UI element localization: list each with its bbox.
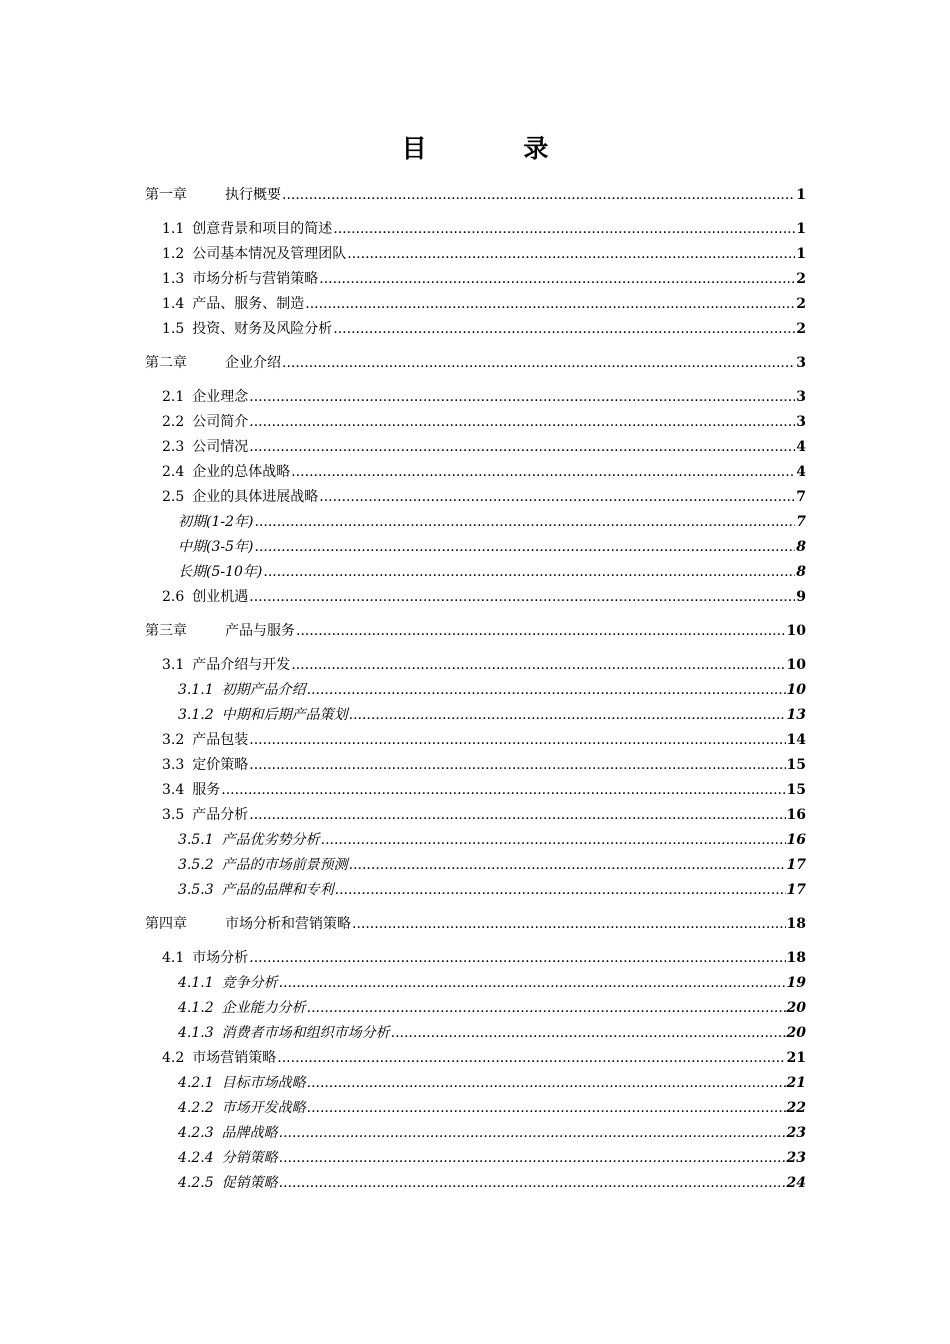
toc-entry-title: 服务 [192,782,221,798]
toc-entry-page: 7 [796,489,806,505]
toc-entry-title: 公司简介 [192,414,249,430]
toc-entry-number: 3.5.1 [178,832,214,848]
dot-leader [263,560,795,585]
toc-entry-number: 3.1.2 [178,707,214,723]
page-title: 目 录 [401,134,593,163]
toc-entry-page: 17 [786,857,806,873]
toc-entry-page: 18 [786,916,806,932]
toc-entry[interactable] [145,996,806,1021]
toc-entry-number: 2.5 [162,489,185,505]
toc-entry-title: 产品优劣势分析 [221,832,320,848]
toc-entry[interactable] [145,828,806,853]
toc-entry-page: 4 [796,464,806,480]
toc-entry[interactable] [145,385,806,410]
toc-entry-page: 18 [786,950,806,966]
toc-entry[interactable] [145,1171,806,1196]
toc-entry-number: 第二章 [145,355,187,371]
toc-entry[interactable] [145,535,806,560]
toc-entry-page: 2 [796,271,806,287]
toc-entry-number: 1.4 [162,296,185,312]
toc-entry-title: 创业机遇 [192,589,249,605]
toc-entry-title: 公司基本情况及管理团队 [192,246,347,262]
toc-entry-page: 19 [786,975,806,991]
toc-entry-page: 13 [786,707,806,723]
toc-entry-title: 产品介绍与开发 [192,657,291,673]
dot-leader [249,753,785,778]
toc-entry-page: 3 [796,355,806,371]
toc-entry-page: 10 [786,682,806,698]
toc-entry-title: 企业介绍 [225,355,281,371]
toc-entry-title: 市场营销策略 [192,1050,277,1066]
toc-entry-page: 22 [786,1100,806,1116]
dot-leader [249,946,785,971]
toc-entry[interactable] [145,971,806,996]
dot-leader [279,1146,786,1171]
toc-entry[interactable] [145,217,806,242]
toc-entry-page: 24 [786,1175,806,1191]
toc-entry-title: 初期(1-2年) [178,514,254,530]
toc-entry-page: 15 [786,782,806,798]
dot-leader [254,510,795,535]
toc-entry-title: 企业理念 [192,389,249,405]
toc-entry[interactable] [145,510,806,535]
toc-entry-number: 4.1.2 [178,1000,214,1016]
toc-entry-title: 中期(3-5年) [178,539,254,555]
toc-entry-page: 10 [786,657,806,673]
dot-leader [321,828,786,853]
toc-entry-page: 4 [796,439,806,455]
toc-entry[interactable] [145,460,806,485]
toc-entry-number: 1.1 [162,221,185,237]
toc-entry-title: 执行概要 [225,187,281,203]
toc-entry-page: 16 [786,832,806,848]
toc-entry-number: 2.3 [162,439,185,455]
toc-entry-page: 23 [786,1125,806,1141]
toc-entry-title: 企业能力分析 [221,1000,306,1016]
toc-entry-title: 公司情况 [192,439,249,455]
toc-entry-title: 产品的品牌和专利 [221,882,334,898]
dot-leader [319,267,795,292]
toc-entry-number: 2.1 [162,389,185,405]
toc-entry-page: 8 [796,564,806,580]
toc-entry-title: 创意背景和项目的简述 [192,221,333,237]
dot-leader [279,1171,786,1196]
dot-leader [307,996,786,1021]
toc-entry-number: 第三章 [145,623,187,639]
dot-leader [305,292,795,317]
dot-leader [249,435,795,460]
toc-entry-number: 4.2.5 [178,1175,214,1191]
toc-entry[interactable] [145,317,806,342]
toc-entry-page: 20 [786,1025,806,1041]
dot-leader [277,1046,785,1071]
toc-entry-number: 3.5.2 [178,857,214,873]
toc-entry-title: 竞争分析 [221,975,278,991]
dot-leader [282,351,795,376]
toc-entry-number: 4.2.3 [178,1125,214,1141]
toc-entry[interactable] [145,1021,806,1046]
toc-entry-title: 投资、财务及风险分析 [192,321,333,337]
dot-leader [347,242,795,267]
dot-leader [349,853,786,878]
toc-entry-title: 品牌战略 [221,1125,278,1141]
toc-entry[interactable] [145,703,806,728]
toc-entry-page: 1 [796,246,806,262]
dot-leader [391,1021,786,1046]
toc-entry-title: 市场分析 [192,950,249,966]
toc-entry[interactable] [145,351,806,376]
toc-entry-title: 分销策略 [221,1150,278,1166]
dot-leader [307,678,786,703]
toc-entry-title: 产品的市场前景预测 [221,857,348,873]
toc-entry-page: 8 [796,539,806,555]
toc-entry-page: 17 [786,882,806,898]
toc-entry-page: 2 [796,321,806,337]
toc-entry[interactable] [145,183,806,208]
toc-entry-number: 3.4 [162,782,185,798]
toc-entry-title: 初期产品介绍 [221,682,306,698]
dot-leader [333,217,795,242]
toc-entry-number: 4.1 [162,950,185,966]
toc-entry-title: 产品与服务 [225,623,295,639]
toc-entry[interactable] [145,878,806,903]
toc-entry-title: 中期和后期产品策划 [221,707,348,723]
dot-leader [249,728,785,753]
toc-entry-title: 产品包装 [192,732,249,748]
toc-entry-page: 9 [796,589,806,605]
toc-entry-number: 4.2.1 [178,1075,214,1091]
dot-leader [254,535,795,560]
toc-entry-title: 定价策略 [192,757,249,773]
dot-leader [282,183,795,208]
dot-leader [221,778,785,803]
toc-entry[interactable] [145,946,806,971]
dot-leader [279,971,786,996]
toc-entry[interactable] [145,728,806,753]
dot-leader [349,703,786,728]
toc-entry-page: 15 [786,757,806,773]
toc-entry-page: 10 [786,623,806,639]
toc-entry[interactable] [145,485,806,510]
dot-leader [307,1071,786,1096]
toc-entry[interactable] [145,1096,806,1121]
toc-entry[interactable] [145,803,806,828]
toc-entry-page: 14 [786,732,806,748]
toc-entry-page: 3 [796,389,806,405]
toc-entry-page: 1 [796,187,806,203]
toc-entry[interactable] [145,1071,806,1096]
toc-entry-page: 2 [796,296,806,312]
toc-entry-page: 20 [786,1000,806,1016]
toc-entry[interactable] [145,410,806,435]
toc-entry[interactable] [145,292,806,317]
toc-entry-number: 3.5 [162,807,185,823]
toc-entry-number: 3.1 [162,657,185,673]
toc-entry[interactable] [145,1121,806,1146]
toc-entry[interactable] [145,653,806,678]
toc-entry-number: 第一章 [145,187,187,203]
toc-entry-number: 2.2 [162,414,185,430]
toc-entry-number: 2.4 [162,464,185,480]
toc-entry[interactable] [145,560,806,585]
toc-entry-number: 3.1.1 [178,682,214,698]
dot-leader [296,619,786,644]
dot-leader [333,317,795,342]
toc-entry[interactable] [145,1146,806,1171]
toc-entry-title: 消费者市场和组织市场分析 [221,1025,390,1041]
dot-leader [335,878,786,903]
toc-entry-number: 3.2 [162,732,185,748]
toc-entry-number: 4.1.3 [178,1025,214,1041]
dot-leader [249,410,795,435]
toc-entry-number: 4.2.2 [178,1100,214,1116]
toc-entry-title: 产品、服务、制造 [192,296,305,312]
toc-entry-number: 1.2 [162,246,185,262]
toc-entry-number: 2.6 [162,589,185,605]
dot-leader [319,485,795,510]
dot-leader [249,803,785,828]
toc-entry-page: 3 [796,414,806,430]
toc-entry-page: 23 [786,1150,806,1166]
toc-entry[interactable] [145,619,806,644]
toc-entry-number: 1.5 [162,321,185,337]
toc-entry[interactable] [145,1046,806,1071]
toc-entry-number: 1.3 [162,271,185,287]
toc-entry[interactable] [145,435,806,460]
toc-entry-title: 长期(5-10年) [178,564,263,580]
toc-entry[interactable] [145,267,806,292]
toc-entry-title: 产品分析 [192,807,249,823]
toc-entry[interactable] [145,853,806,878]
toc-entry-number: 第四章 [145,916,187,932]
toc-entry-title: 企业的具体进展战略 [192,489,319,505]
dot-leader [279,1121,786,1146]
toc-entry-page: 21 [786,1075,806,1091]
toc-entry-number: 4.2 [162,1050,185,1066]
dot-leader [291,460,795,485]
toc-entry-title: 市场分析与营销策略 [192,271,319,287]
toc-entry-page: 16 [786,807,806,823]
dot-leader [307,1096,786,1121]
toc-entry[interactable] [145,778,806,803]
toc-entry-page: 1 [796,221,806,237]
toc-entry[interactable] [145,912,806,937]
toc-entry-number: 3.3 [162,757,185,773]
table-of-contents [145,183,806,1196]
dot-leader [249,585,795,610]
toc-entry-title: 企业的总体战略 [192,464,291,480]
toc-entry[interactable] [145,753,806,778]
toc-entry-number: 4.1.1 [178,975,214,991]
toc-entry-title: 市场分析和营销策略 [225,916,351,932]
toc-entry[interactable] [145,585,806,610]
dot-leader [249,385,795,410]
toc-entry[interactable] [145,242,806,267]
toc-entry-number: 3.5.3 [178,882,214,898]
toc-entry-title: 目标市场战略 [221,1075,306,1091]
dot-leader [291,653,785,678]
toc-entry-page: 7 [796,514,806,530]
toc-entry-page: 21 [786,1050,806,1066]
toc-entry[interactable] [145,678,806,703]
toc-entry-number: 4.2.4 [178,1150,214,1166]
toc-entry-title: 促销策略 [221,1175,278,1191]
dot-leader [352,912,786,937]
toc-entry-title: 市场开发战略 [221,1100,306,1116]
